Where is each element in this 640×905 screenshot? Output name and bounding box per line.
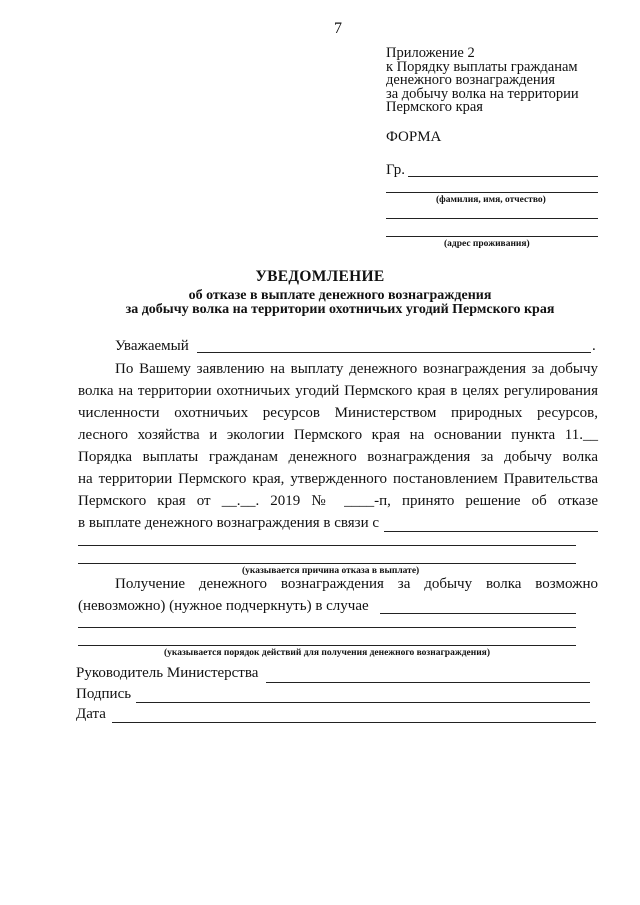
paragraph-line: численности охотничьих ресурсов Министерством природных ресурсов, bbox=[78, 405, 598, 421]
greeting-name-line[interactable] bbox=[197, 352, 591, 353]
greeting-end: . bbox=[592, 338, 596, 354]
date-line[interactable] bbox=[112, 722, 596, 723]
appendix-line: к Порядку выплаты гражданам bbox=[386, 58, 578, 75]
paragraph-line: Порядка выплаты гражданам денежного вознаграждения за добычу волка bbox=[78, 449, 598, 465]
appendix-block bbox=[386, 47, 579, 115]
address-caption: (адрес проживания) bbox=[444, 239, 530, 249]
appendix-line: за добычу волка на территории bbox=[386, 85, 579, 102]
date-label: Дата bbox=[76, 706, 106, 722]
page-number: 7 bbox=[334, 20, 342, 37]
reason-line-1[interactable] bbox=[78, 545, 576, 546]
sign-label: Подпись bbox=[76, 686, 132, 702]
appendix-line: денежного вознаграждения bbox=[386, 72, 556, 88]
reason-line-0[interactable] bbox=[384, 531, 598, 532]
paragraph-line: волка на территории охотничьих угодий Пермского края в целях регулирования bbox=[78, 383, 598, 399]
receipt-condition-line-1[interactable] bbox=[78, 627, 576, 628]
receipt-condition-line-0[interactable] bbox=[380, 613, 576, 614]
receipt-line: (невозможно) (нужное подчеркнуть) в случае bbox=[78, 598, 369, 614]
paragraph-line: на территории Пермского края, утвержденного постановлением Правительства bbox=[78, 471, 598, 487]
greeting: Уважаемый bbox=[115, 338, 189, 354]
recipient-name-line-2[interactable] bbox=[386, 192, 598, 193]
sign-line[interactable] bbox=[136, 702, 590, 703]
notice-title: УВЕДОМЛЕНИЕ bbox=[255, 268, 385, 285]
head-line[interactable] bbox=[266, 682, 590, 683]
reason-caption: (указывается причина отказа в выплате) bbox=[242, 566, 420, 576]
address-line-1[interactable] bbox=[386, 218, 598, 219]
reason-line-2[interactable] bbox=[78, 563, 576, 564]
paragraph-line: лесного хозяйства и экологии Пермского края на основании пункта 11.__ bbox=[78, 427, 598, 443]
notice-subtitle-1: об отказе в выплате денежного вознаграждения bbox=[188, 288, 492, 303]
fio-caption: (фамилия, имя, отчество) bbox=[436, 195, 546, 205]
notice-subtitle-2: за добычу волка на территории охотничьих угодий Пермского края bbox=[125, 302, 555, 317]
procedure-caption: (указывается порядок действий для получения денежного вознаграждения) bbox=[164, 648, 490, 658]
receipt-condition-line-2[interactable] bbox=[78, 645, 576, 646]
paragraph-line: По Вашему заявлению на выплату денежного вознаграждения за добычу bbox=[115, 361, 598, 377]
appendix-line: Пермского края bbox=[386, 99, 483, 115]
address-line-2[interactable] bbox=[386, 236, 598, 237]
recipient-label: Гр. bbox=[386, 162, 405, 178]
paragraph-line: в выплате денежного вознаграждения в связи с bbox=[78, 515, 380, 531]
appendix-line: Приложение 2 bbox=[386, 45, 475, 61]
form-label: ФОРМА bbox=[386, 129, 442, 145]
paragraph-line: Пермского края от __.__. 2019 № ____-п, принято решение об отказе bbox=[78, 493, 598, 509]
receipt-line: Получение денежного вознаграждения за добычу волка возможно bbox=[115, 576, 598, 592]
head-label: Руководитель Министерства bbox=[76, 665, 259, 681]
recipient-name-line[interactable] bbox=[408, 176, 598, 177]
